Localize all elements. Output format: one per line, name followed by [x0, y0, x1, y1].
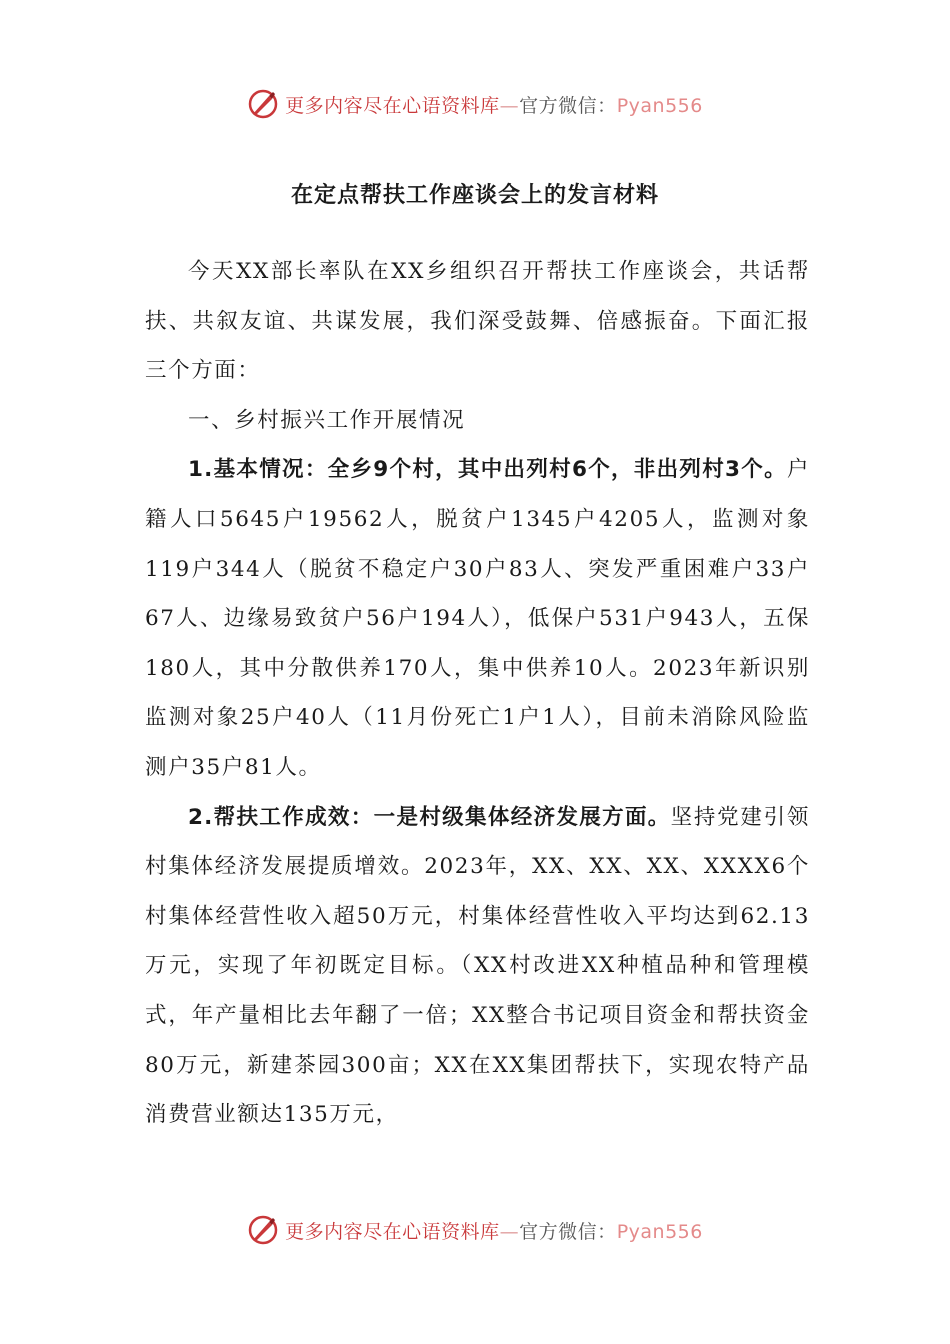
intro-paragraph: 今天XX部长率队在XX乡组织召开帮扶工作座谈会，共话帮扶、共叙友谊、共谋发展，我们深受鼓舞、倍感振奋。下面汇报三个方面： [145, 259, 810, 384]
watermark-dash: — [499, 94, 520, 117]
watermark-wechat-id: Pyan556 [616, 1220, 703, 1243]
section-heading: 一、乡村振兴工作开展情况 [188, 407, 466, 433]
paragraph-lead-bold: 1.基本情况：全乡9个村，其中出列村6个，非出列村3个。 [188, 457, 787, 483]
watermark-dash: — [499, 1220, 520, 1243]
pen-circle-logo-icon [247, 1214, 279, 1246]
watermark-wechat-id: Pyan556 [616, 94, 703, 117]
paragraph-text: 户籍人口5645户19562人，脱贫户1345户4205人，监测对象119户344人（脱贫不稳定户30户83人、突发严重困难户33户67人、边缘易致贫户56户194人），低保户531户943人，五保180人，其中分散供养170人，集中供养10人。2023年新识别监测对象25户40人（11月份死亡1户1人），目前未消除风险监测户35户81人。 [145, 457, 810, 780]
paragraph-results [145, 793, 810, 1140]
watermark-wechat-label: 官方微信： [519, 94, 617, 117]
paragraph-basic-info [145, 445, 810, 792]
watermark-wechat-label: 官方微信： [519, 1220, 617, 1243]
paragraph-lead-bold: 2.帮扶工作成效：一是村级集体经济发展方面。 [188, 804, 671, 830]
pen-circle-logo-icon [247, 88, 279, 120]
watermark-site-text: 更多内容尽在心语资料库 [285, 94, 500, 117]
footer-watermark [0, 1210, 950, 1250]
watermark-site-text: 更多内容尽在心语资料库 [285, 1220, 500, 1243]
paragraph-text: 坚持党建引领村集体经济发展提质增效。2023年，XX、XX、XX、XXXX6个村集体经营性收入超50万元，村集体经营性收入平均达到62.13万元，实现了年初既定目标。（XX村改进XX种植品种和管理模式，年产量相比去年翻了一倍；XX整合书记项目资金和帮扶资金80万元，新建茶园300亩；XX在XX集团帮扶下，实现农特产品消费营业额达135万元， [145, 804, 810, 1128]
document-body [145, 247, 810, 1140]
header-watermark [0, 84, 950, 124]
page-title: 在定点帮扶工作座谈会上的发言材料 [290, 183, 659, 208]
